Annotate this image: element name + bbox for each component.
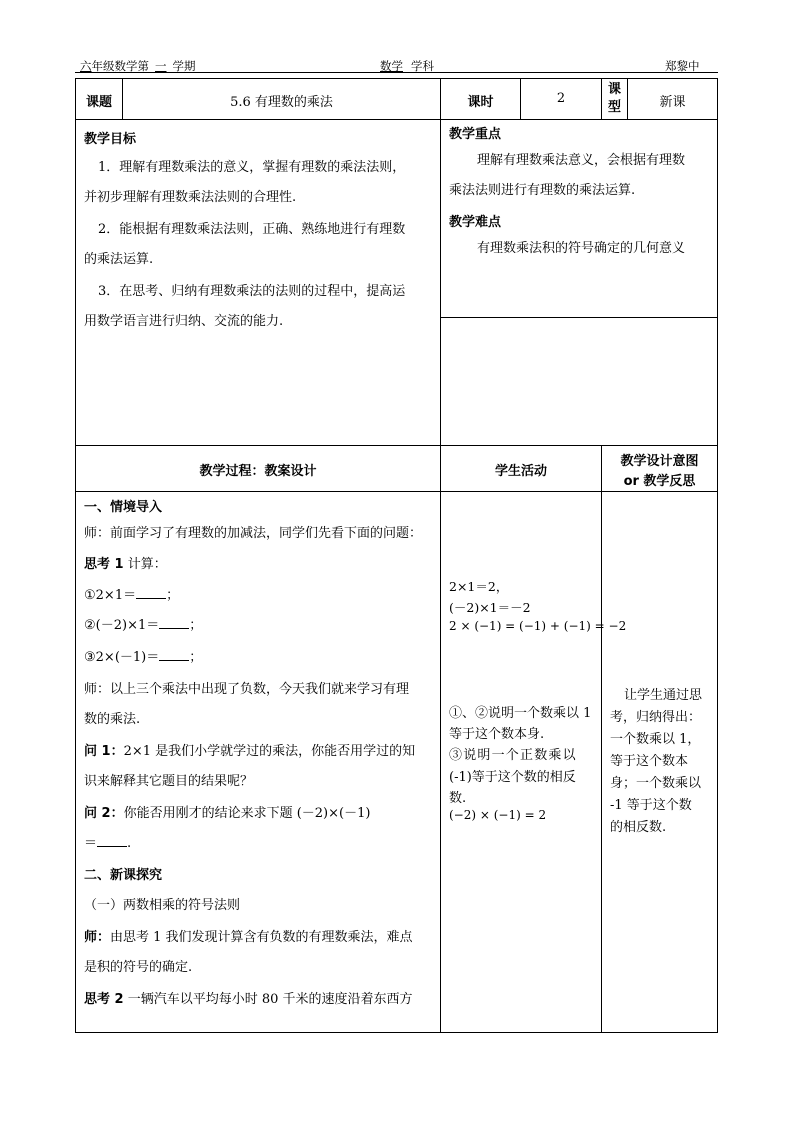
question-3-text: ③2×(－1)＝ — [84, 650, 160, 665]
key-points-title: 教学重点 — [449, 127, 502, 142]
header-grade: 六 — [80, 59, 92, 73]
type-label: 课型 — [607, 82, 621, 115]
intent-line-1: 让学生通过思 — [624, 688, 703, 703]
type-label-cell — [601, 78, 628, 120]
intent-line-4: 等于这个数本 — [610, 754, 689, 769]
question-3-blank — [159, 648, 189, 661]
think-2-label: 思考 2 — [84, 992, 124, 1007]
process-body-cell — [75, 491, 441, 1033]
student-answer-2: (－2)×1＝－2 — [449, 600, 531, 615]
ask-2-eq: ＝ — [84, 836, 98, 851]
teacher-text: 由思考 1 我们发现计算含有负数的有理数乘法，难点 — [110, 930, 413, 945]
intro-line-1: 师：以上三个乘法中出现了负数，今天我们就来学习有理 — [84, 682, 410, 697]
question-2-text: ②(－2)×1＝ — [84, 618, 160, 633]
goals-line-4: 的乘法运算. — [84, 252, 154, 267]
key-points-cell — [440, 119, 718, 318]
intro-line-2: 数的乘法. — [84, 712, 141, 727]
type-value: 新课 — [659, 95, 686, 110]
goals-line-2: 并初步理解有理数乘法法则的合理性. — [84, 190, 297, 205]
question-1-tail: ； — [166, 588, 180, 603]
goals-line-6: 用数学语言进行归纳、交流的能力. — [84, 314, 284, 329]
header-subject-suffix: 学科 — [411, 59, 434, 73]
intent-line-3: 一个数乘以 1， — [610, 732, 701, 747]
period-label-cell — [440, 78, 521, 120]
ask-2-end: . — [127, 836, 132, 851]
question-3 — [84, 646, 202, 665]
topic-value-cell — [122, 78, 441, 120]
process-header-title: 教学过程：教案设计 — [199, 464, 317, 479]
period-label: 课时 — [467, 95, 494, 110]
intent-header-line-1: 教学设计意图 — [620, 454, 699, 469]
think-1-label: 思考 1 — [84, 557, 124, 572]
think-2 — [84, 988, 413, 1007]
ask-2-label: 问 2： — [84, 806, 124, 821]
goals-cell — [75, 119, 441, 446]
student-note-3: ③说明一个正数乘以 — [449, 748, 577, 763]
process-header-cell — [75, 445, 441, 492]
question-3-tail: ； — [189, 650, 203, 665]
period-value: 2 — [556, 91, 566, 106]
period-value-cell — [520, 78, 602, 120]
student-header-cell — [440, 445, 602, 492]
ask-2-line-2 — [84, 832, 131, 851]
section-1-line-1: 师：前面学习了有理数的加减法，同学们先看下面的问题： — [84, 526, 423, 541]
student-header-title: 学生活动 — [494, 464, 547, 479]
teacher-line-1 — [84, 926, 413, 945]
ask-1-label: 问 1： — [84, 744, 124, 759]
question-1-text: ①2×1＝ — [84, 588, 137, 603]
intent-line-7: 的相反数. — [610, 820, 667, 835]
key-points-line-1: 理解有理数乘法意义，会根据有理数 — [477, 153, 686, 168]
ask-2-text: 你能否用刚才的结论来求下题 (－2)×(－1) — [123, 806, 371, 821]
teacher-line-2: 是积的符号的确定. — [84, 960, 193, 975]
think-1 — [84, 553, 167, 572]
section-2-title: 二、新课探究 — [84, 868, 163, 883]
intent-line-6: -1 等于这个数 — [610, 798, 692, 813]
header-term: 一 — [155, 59, 167, 73]
header-rule — [75, 72, 718, 73]
question-2-tail: ； — [189, 618, 203, 633]
intent-header-cell — [601, 445, 718, 492]
ask-1-line-2: 识来解释其它题目的结果呢？ — [84, 774, 254, 789]
student-note-4: (-1)等于这个数的相反 — [449, 770, 576, 785]
ask-2-line-1 — [84, 802, 370, 821]
goals-line-1: 1．理解有理数乘法的意义，掌握有理数的乘法法则， — [98, 160, 406, 175]
section-1-title: 一、情境导入 — [84, 500, 163, 515]
ask-1-line-1 — [84, 740, 415, 759]
empty-cell — [440, 317, 718, 446]
header-school: 郑黎中 — [665, 59, 700, 73]
student-note-2: 等于这个数本身. — [449, 727, 545, 742]
teacher-label: 师： — [84, 930, 111, 945]
question-1-blank — [136, 586, 166, 599]
intent-line-5: 身；一个数乘以 — [610, 776, 702, 791]
topic-value: 5.6 有理数的乘法 — [230, 95, 333, 110]
think-2-text: 一辆汽车以平均每小时 80 千米的速度沿着东西方 — [127, 992, 413, 1007]
question-2 — [84, 614, 202, 633]
student-note-1: ①、②说明一个数乘以 1 — [449, 706, 592, 721]
question-2-blank — [159, 616, 189, 629]
student-note-5: 数. — [449, 791, 467, 806]
header-grade-suffix: 年级数学第 — [91, 59, 149, 73]
think-1-text: 计算： — [127, 557, 167, 572]
difficulties-title: 教学难点 — [449, 215, 502, 230]
topic-label: 课题 — [85, 95, 112, 110]
student-answer-3: 2 × (−1) = (−1) + (−1) = −2 — [449, 619, 627, 633]
goals-line-3: 2．能根据有理数乘法法则，正确、熟练地进行有理数 — [98, 222, 406, 237]
ask-1-text: 2×1 是我们小学就学过的乘法，你能否用学过的知 — [123, 744, 416, 759]
intent-header-line-2: or 教学反思 — [623, 474, 696, 489]
goals-line-5: 3．在思考、归纳有理数乘法的法则的过程中，提高运 — [98, 284, 406, 299]
type-value-cell — [627, 78, 718, 120]
intent-body-cell — [601, 491, 718, 1033]
goals-title: 教学目标 — [84, 132, 137, 147]
student-body-cell — [440, 491, 627, 1033]
ask-2-blank — [97, 834, 127, 847]
intent-line-2: 考，归纳得出： — [610, 710, 702, 725]
student-answer-1: 2×1＝2， — [449, 579, 509, 594]
difficulties-line-1: 有理数乘法积的符号确定的几何意义 — [477, 241, 686, 256]
key-points-line-2: 乘法法则进行有理数的乘法运算. — [449, 183, 636, 198]
subsection-1: （一）两数相乘的符号法则 — [84, 898, 241, 913]
topic-label-cell — [75, 78, 123, 120]
header-subject-name: 数学 — [380, 59, 403, 73]
student-note-6: (−2) × (−1) = 2 — [449, 808, 547, 822]
question-1 — [84, 584, 179, 603]
header-term-suffix: 学期 — [172, 59, 196, 73]
